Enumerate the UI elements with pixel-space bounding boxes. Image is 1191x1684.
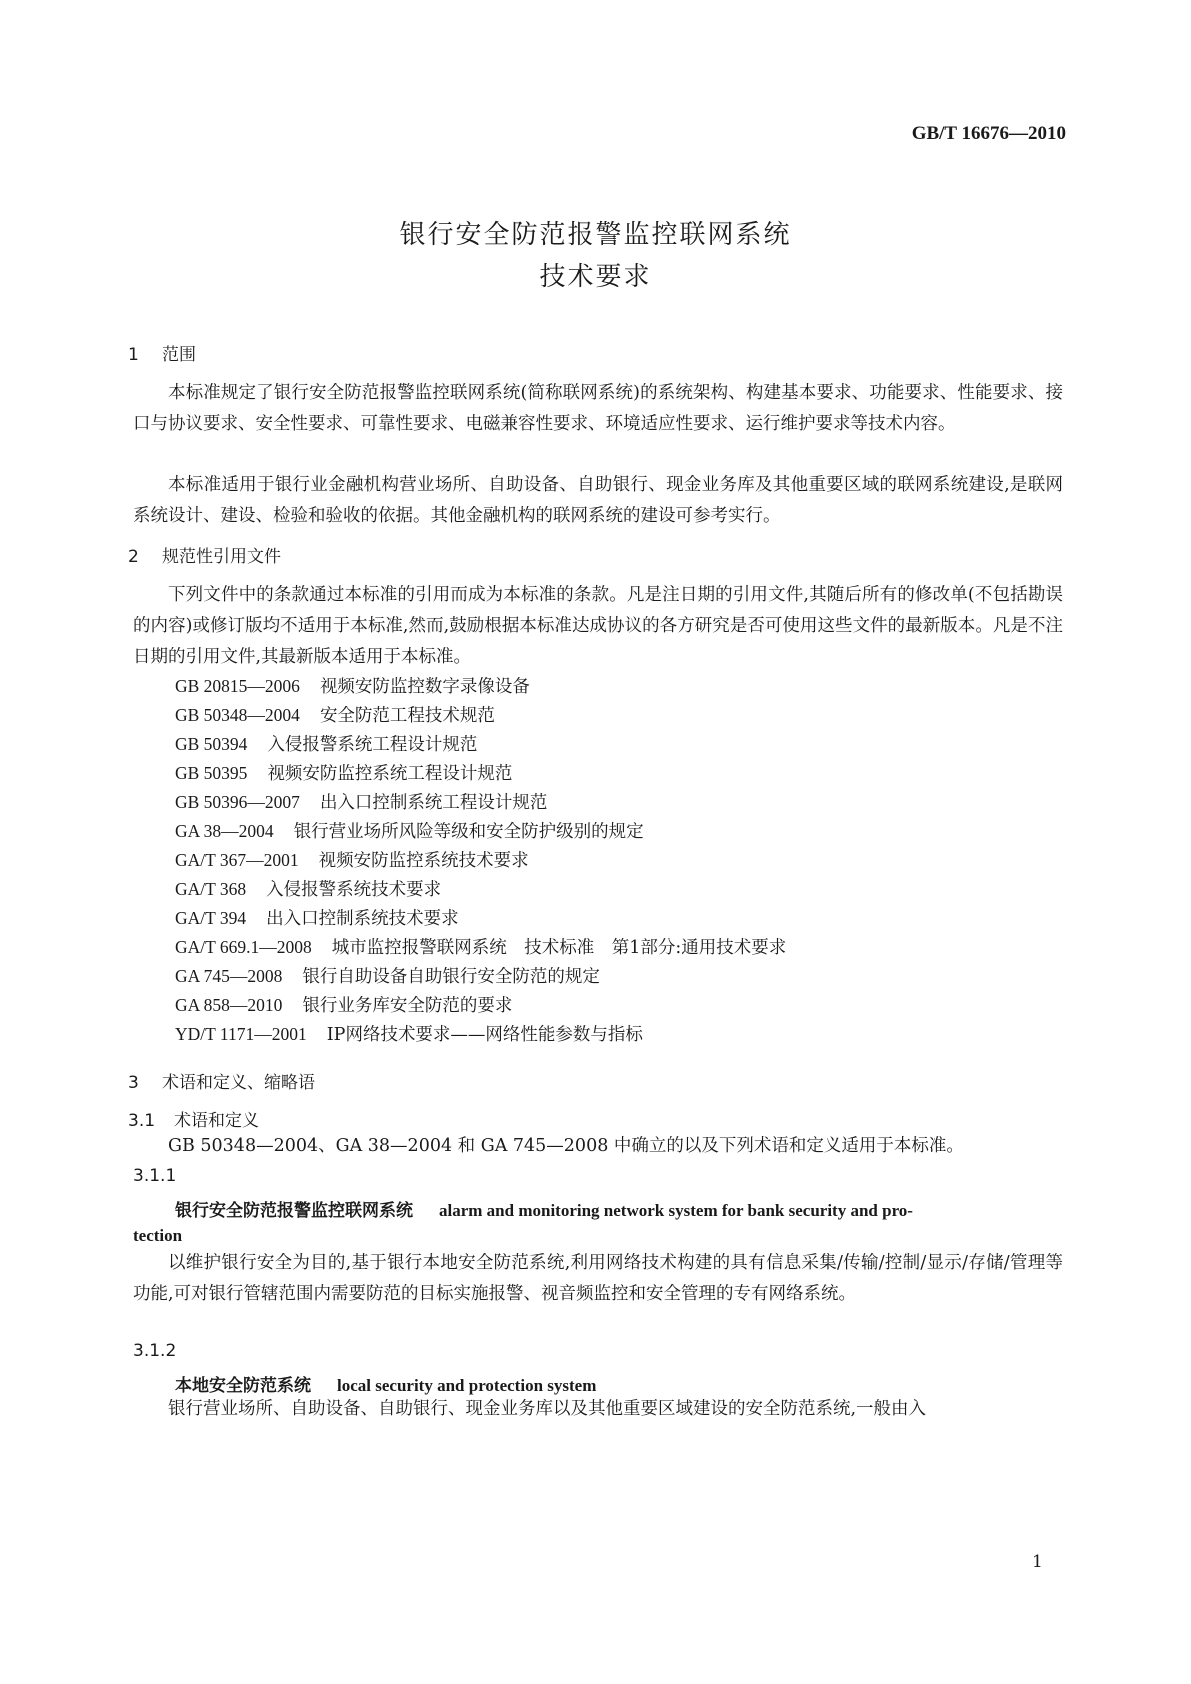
reference-code: GA 858—2010 [175, 995, 283, 1015]
reference-title: 银行营业场所风险等级和安全防护级别的规定 [293, 822, 644, 842]
term-chinese-name: 银行安全防范报警监控联网系统 [175, 1201, 413, 1221]
term-heading-continuation [133, 1226, 182, 1246]
doc-title-line2: 技术要求 [539, 262, 652, 292]
reference-item [175, 963, 600, 988]
reference-title: 银行业务库安全防范的要求 [302, 996, 513, 1016]
reference-title: 出入口控制系统工程设计规范 [319, 793, 548, 813]
section-title: 范围 [162, 345, 196, 365]
reference-code: GB 50395 [175, 763, 248, 783]
reference-item [175, 992, 512, 1017]
section-number: 1 [128, 345, 139, 365]
term-definition-3-1-1: 以维护银行安全为目的,基于银行本地安全防范系统,利用网络技术构建的具有信息采集/传输/控制/显示/存储/管理等功能,可对银行管辖范围内需要防范的目标实施报警、视音频监控和安全管理的专有网络系统。 [133, 1253, 1063, 1304]
reference-item [175, 934, 786, 959]
term-english-name-continued: tection [133, 1226, 183, 1245]
section-title: 规范性引用文件 [162, 547, 281, 567]
page-number: 1 [1032, 1552, 1043, 1572]
section-2-paragraph-1: 下列文件中的条款通过本标准的引用而成为本标准的条款。凡是注日期的引用文件,其随后所有的修改单(不包括勘误的内容)或修订版均不适用于本标准,然而,鼓励根据本标准达成协议的各方研究是否可使用这些文件的最新版本。凡是不注日期的引用文件,其最新版本适用于本标准。 [133, 585, 1063, 667]
reference-code: YD/T 1171—2001 [175, 1024, 307, 1044]
term-number-3-1-2: 3.1.2 [133, 1341, 177, 1361]
section-number: 3 [128, 1073, 139, 1093]
section-1-paragraph-2: 本标准适用于银行业金融机构营业场所、自助设备、自助银行、现金业务库及其他重要区域的联网系统建设,是联网系统设计、建设、检验和验收的依据。其他金融机构的联网系统的建设可参考实行。 [133, 475, 1063, 526]
reference-item [175, 1021, 643, 1046]
reference-item [175, 818, 644, 843]
reference-title: 城市监控报警联网系统 技术标准 第1部分:通用技术要求 [331, 938, 787, 958]
reference-item [175, 673, 530, 698]
reference-code: GA/T 394 [175, 908, 247, 928]
reference-code: GA/T 368 [175, 879, 247, 899]
reference-code: GB 50348—2004 [175, 705, 300, 725]
reference-title: 视频安防监控系统工程设计规范 [267, 764, 513, 784]
reference-item [175, 731, 477, 756]
reference-title: 视频安防监控系统技术要求 [318, 851, 529, 871]
reference-title: 银行自助设备自助银行安全防范的规定 [302, 967, 600, 987]
reference-item [175, 876, 441, 901]
section-title: 术语和定义、缩略语 [162, 1073, 315, 1093]
reference-title: 入侵报警系统工程设计规范 [267, 735, 478, 755]
term-english-name: local security and protection system [337, 1376, 597, 1395]
subsection-number: 3.1 [128, 1111, 156, 1131]
reference-code: GB 50396—2007 [175, 792, 300, 812]
reference-item [175, 702, 495, 727]
subsection-title: 术语和定义 [174, 1111, 259, 1131]
reference-title: 视频安防监控数字录像设备 [319, 677, 530, 697]
term-chinese-name: 本地安全防范系统 [175, 1376, 311, 1396]
reference-title: IP网络技术要求——网络性能参数与指标 [326, 1025, 643, 1045]
term-english-name: alarm and monitoring network system for bank security and pro- [439, 1201, 913, 1220]
term-number-3-1-1: 3.1.1 [133, 1166, 177, 1186]
section-1-paragraph-1: 本标准规定了银行安全防范报警监控联网系统(简称联网系统)的系统架构、构建基本要求、功能要求、性能要求、接口与协议要求、安全性要求、可靠性要求、电磁兼容性要求、环境适应性要求、运行维护要求等技术内容。 [133, 383, 1063, 434]
reference-title: 出入口控制系统技术要求 [266, 909, 459, 929]
doc-title-line1: 银行安全防范报警监控联网系统 [399, 220, 792, 250]
section-3-heading [128, 1068, 315, 1093]
section-number: 2 [128, 547, 139, 567]
reference-code: GA 38—2004 [175, 821, 274, 841]
term-definition-3-1-2: 银行营业场所、自助设备、自助银行、现金业务库以及其他重要区域建设的安全防范系统,一般由入 [168, 1399, 927, 1419]
reference-title: 安全防范工程技术规范 [319, 706, 495, 726]
reference-code: GA/T 367—2001 [175, 850, 299, 870]
reference-item [175, 789, 547, 814]
term-heading-3-1-2 [175, 1371, 596, 1396]
subsection-3-1-paragraph: GB 50348—2004、GA 38—2004 和 GA 745—2008 中确立的以及下列术语和定义适用于本标准。 [168, 1136, 964, 1156]
reference-code: GA 745—2008 [175, 966, 283, 986]
reference-item [175, 760, 512, 785]
reference-title: 入侵报警系统技术要求 [266, 880, 442, 900]
reference-code: GB 20815—2006 [175, 676, 300, 696]
section-2-heading [128, 542, 281, 567]
reference-item [175, 847, 529, 872]
term-heading-3-1-1 [175, 1196, 913, 1221]
reference-code: GA/T 669.1—2008 [175, 937, 312, 957]
reference-item [175, 905, 459, 930]
standard-code: GB/T 16676—2010 [911, 123, 1066, 144]
section-1-heading [128, 340, 196, 365]
reference-code: GB 50394 [175, 734, 248, 754]
subsection-3-1-heading [128, 1106, 259, 1131]
